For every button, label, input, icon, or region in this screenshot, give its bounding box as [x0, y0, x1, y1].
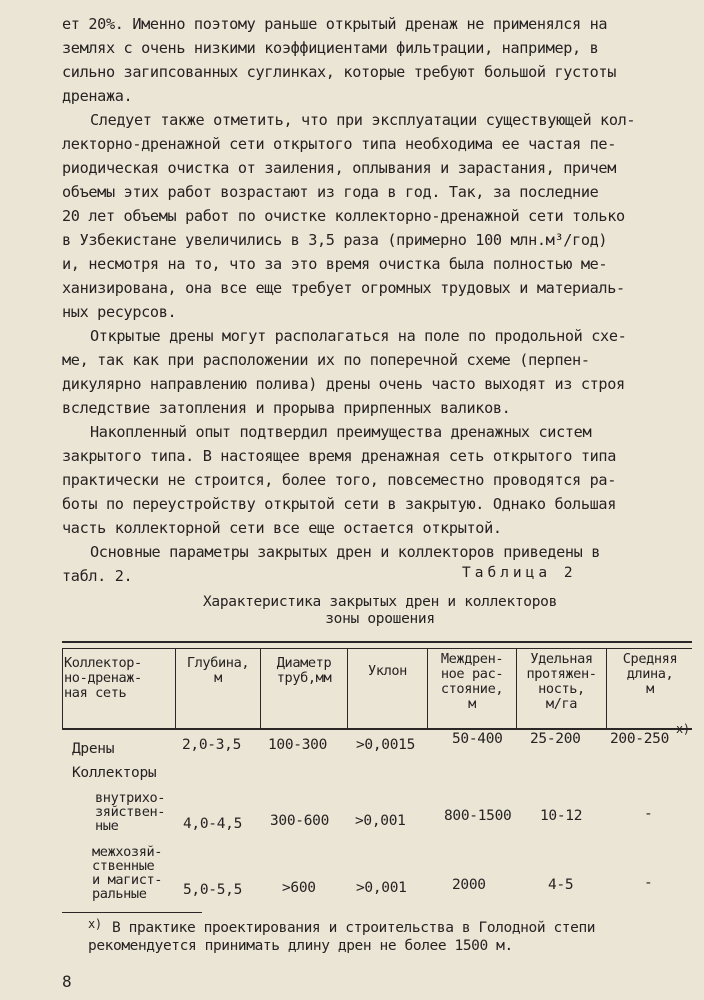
table-column-divider: [260, 648, 261, 728]
table-column-divider: [606, 648, 607, 728]
text-line: дикулярно направлению полива) дрены очень часто выходят из строя: [62, 375, 625, 393]
row-drains-depth: 2,0-3,5: [182, 737, 242, 753]
row-onfarm-avg-length: -: [644, 806, 653, 822]
header-depth: Глубина, м: [186, 655, 250, 686]
row-drains-name: Дрены: [72, 741, 115, 757]
row-interfarm-name: межхозяй- ственные и магист- ральные: [92, 844, 163, 902]
text-line: практически не строится, более того, повсеместно проводятся ра-: [62, 471, 617, 489]
text-line: ханизирована, она все еще требует огромных трудовых и материаль-: [62, 279, 625, 297]
text-line: часть коллекторной сети все еще остается открытой.: [62, 519, 502, 537]
row-onfarm-depth: 4,0-4,5: [183, 816, 243, 832]
row-interfarm-avg-length: -: [644, 875, 653, 891]
row-interfarm-slope: >0,001: [356, 880, 407, 896]
text-line: лекторно-дренажной сети открытого типа необходима ее частая пе-: [62, 135, 617, 153]
row-drains-avg-length: 200-250: [610, 731, 670, 747]
table-header-rule: [62, 648, 692, 649]
text-line: Следует также отметить, что при эксплуатации существующей кол-: [90, 111, 636, 129]
text-line: и, несмотря на то, что за это время очистка была полностью ме-: [62, 255, 608, 273]
text-line: боты по переустройству открытой сети в закрытую. Однако большая: [62, 495, 617, 513]
text-line: табл. 2.: [62, 567, 133, 585]
text-line: объемы этих работ возрастают из года в год. Так, за последние: [62, 183, 599, 201]
text-line: Открытые дрены могут располагаться на поле по продольной схе-: [90, 327, 627, 345]
table-header-bottom-rule: [62, 728, 692, 730]
header-length-density: Удельная протяжен- ность, м/га: [526, 651, 597, 712]
text-line: вследствие затопления и прорыва прирпенных валиков.: [62, 399, 511, 417]
table-column-divider: [175, 648, 176, 728]
text-line: риодическая очистка от заиления, оплывания и зарастания, причем: [62, 159, 617, 177]
row-onfarm-name: внутрихо- зяйствен- ные: [95, 790, 166, 834]
footnote-marker: x): [676, 722, 690, 736]
text-line: ме, так как при расположении их по поперечной схеме (перпен-: [62, 351, 590, 369]
header-network: Коллектор- но-дренаж- ная сеть: [64, 655, 142, 701]
footnote-separator: [62, 912, 202, 913]
row-drains-length-density: 25-200: [530, 731, 581, 747]
text-line: 20 лет объемы работ по очистке коллекторно-дренажной сети только: [62, 207, 625, 225]
text-line: Основные параметры закрытых дрен и коллекторов приведены в: [90, 543, 601, 561]
table-top-rule: [62, 641, 692, 643]
table-caption: Таблица 2: [462, 565, 577, 581]
table-column-divider: [516, 648, 517, 728]
text-line: в Узбекистане увеличились в 3,5 раза (примерно 100 млн.м³/год): [62, 231, 608, 249]
collectors-label: Коллекторы: [72, 765, 157, 781]
text-line: ет 20%. Именно поэтому раньше открытый дренаж не применялся на: [62, 15, 608, 33]
table-column-divider: [347, 648, 348, 728]
text-line: ных ресурсов.: [62, 303, 177, 321]
table-column-divider: [427, 648, 428, 728]
row-interfarm-diameter: >600: [282, 880, 316, 896]
row-interfarm-length-density: 4-5: [548, 877, 574, 893]
header-spacing: Междрен- ное рас- стояние, м: [440, 651, 504, 712]
text-line: дренажа.: [62, 87, 133, 105]
text-line: закрытого типа. В настоящее время дренажная сеть открытого типа: [62, 447, 617, 465]
header-diameter: Диаметр труб,мм: [276, 655, 332, 686]
text-line: сильно загипсованных суглинках, которые требуют большой густоты: [62, 63, 617, 81]
footnote-line: рекомендуется принимать длину дрен не более 1500 м.: [88, 938, 513, 954]
row-onfarm-spacing: 800-1500: [444, 808, 512, 824]
row-drains-slope: >0,0015: [356, 737, 416, 753]
header-slope: Уклон: [368, 663, 407, 679]
row-drains-diameter: 100-300: [268, 737, 328, 753]
header-avg-length: Средняя длина, м: [622, 651, 678, 697]
page-number: 8: [62, 972, 72, 991]
row-onfarm-slope: >0,001: [355, 813, 406, 829]
table-column-divider: [62, 648, 63, 728]
row-interfarm-spacing: 2000: [452, 877, 486, 893]
footnote-mark: x): [88, 917, 102, 931]
text-line: землях с очень низкими коэффициентами фильтрации, например, в: [62, 39, 599, 57]
text-line: Накопленный опыт подтвердил преимущества дренажных систем: [90, 423, 592, 441]
row-drains-spacing: 50-400: [452, 731, 503, 747]
row-onfarm-diameter: 300-600: [270, 813, 330, 829]
row-onfarm-length-density: 10-12: [540, 808, 583, 824]
row-interfarm-depth: 5,0-5,5: [183, 882, 243, 898]
footnote-line: В практике проектирования и строительства в Голодной степи: [112, 920, 596, 936]
table-subtitle: зоны орошения: [325, 611, 435, 627]
table-title: Характеристика закрытых дрен и коллекторов: [202, 594, 558, 610]
